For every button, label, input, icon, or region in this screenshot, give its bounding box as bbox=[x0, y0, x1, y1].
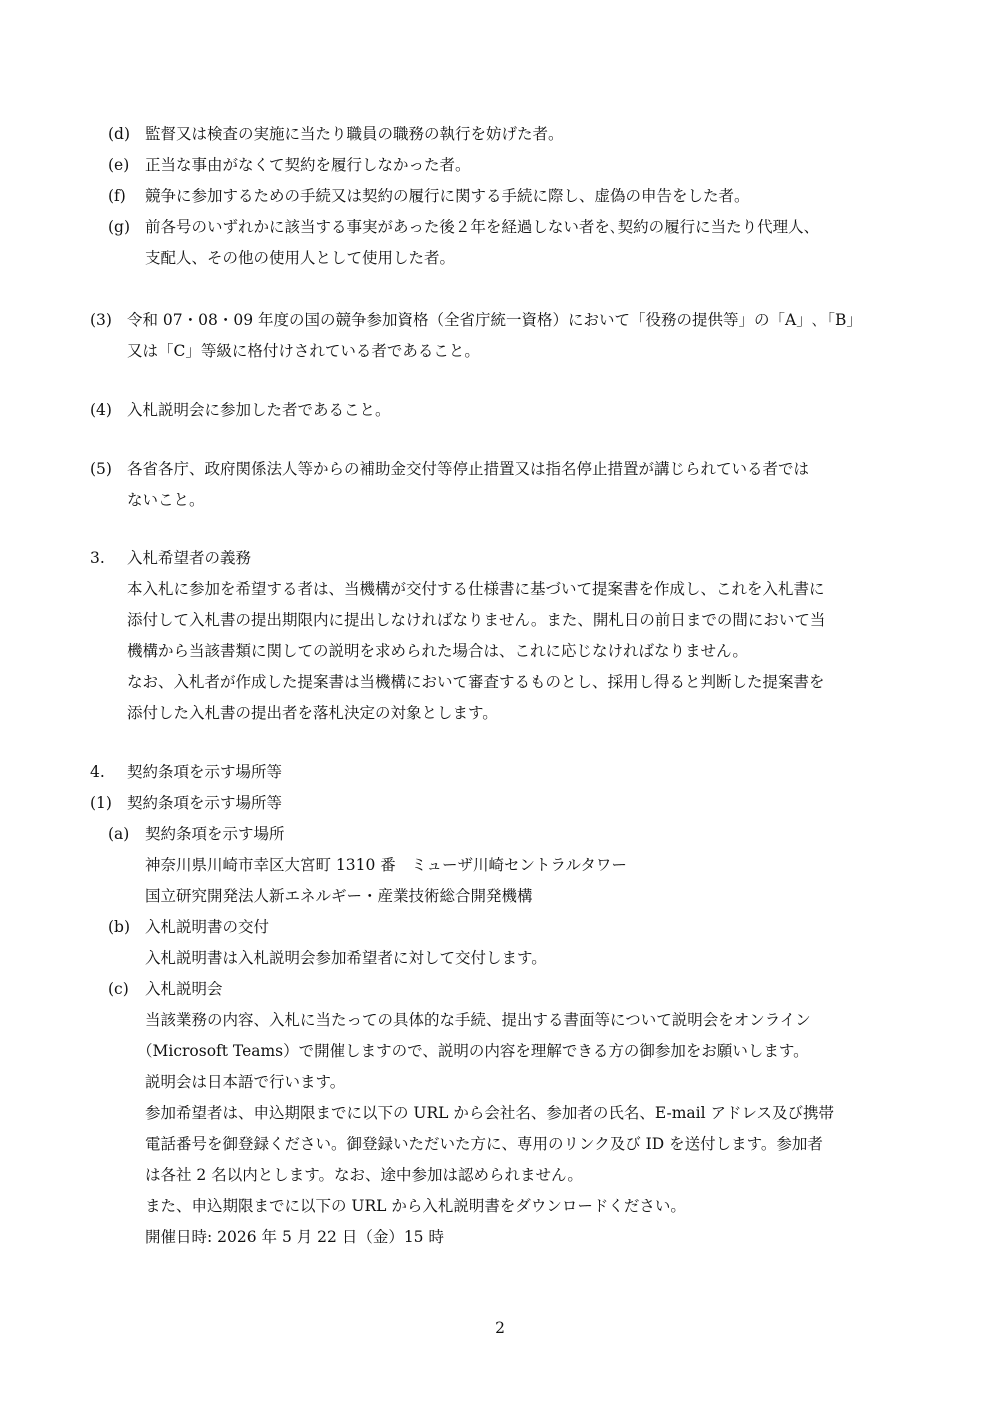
section-4-1-heading: 契約条項を示す場所等 bbox=[127, 794, 283, 812]
item-5-line1: 各省各庁、政府関係法人等からの補助金交付等停止措置又は指名停止措置が講じられている者では bbox=[127, 460, 810, 478]
item-5-label: (5) bbox=[90, 460, 112, 478]
item-e-text: 正当な事由がなくて契約を履行しなかった者。 bbox=[145, 156, 471, 174]
section-3-line: 添付した入札書の提出者を落札決定の対象とします。 bbox=[127, 704, 498, 722]
section-3-line: 本入札に参加を希望する者は、当機構が交付する仕様書に基づいて提案書を作成し、これを入札書に bbox=[127, 580, 825, 598]
item-f-text: 競争に参加するための手続又は契約の履行に関する手続に際し、虚偽の申告をした者。 bbox=[145, 187, 750, 205]
section-3-heading: 入札希望者の義務 bbox=[127, 549, 252, 567]
item-g-line2: 支配人、その他の使用人として使用した者。 bbox=[145, 249, 456, 267]
section-4-1-label: (1) bbox=[90, 794, 112, 812]
item-4c-line: は各社 2 名以内とします。なお、途中参加は認められません。 bbox=[145, 1166, 583, 1184]
section-3-line: なお、入札者が作成した提案書は当機構において審査するものとし、採用し得ると判断した提案書を bbox=[127, 673, 825, 691]
section-3-label: 3. bbox=[90, 549, 105, 567]
item-4a-org: 国立研究開発法人新エネルギー・産業技術総合開発機構 bbox=[145, 887, 533, 905]
item-4a-label: (a) bbox=[108, 825, 130, 843]
item-4c-line: 当該業務の内容、入札に当たっての具体的な手続、提出する書面等について説明会をオンライン bbox=[145, 1011, 811, 1029]
item-4c-line: （Microsoft Teams）で開催しますので、説明の内容を理解できる方の御参加をお願いします。 bbox=[137, 1042, 809, 1060]
item-3-line2: 又は「C」等級に格付けされている者であること。 bbox=[127, 342, 480, 360]
item-g-line1: 前各号のいずれかに該当する事実があった後２年を経過しない者を､契約の履行に当たり代理人、 bbox=[145, 218, 820, 236]
item-4c-datetime: 開催日時: 2026 年 5 月 22 日（金）15 時 bbox=[145, 1228, 444, 1246]
item-g-label: (g) bbox=[108, 218, 131, 236]
item-3-line1: 令和 07・08・09 年度の国の競争参加資格（全省庁統一資格）において「役務の提供等」の「A」､「B」 bbox=[127, 311, 862, 329]
item-5-line2: ないこと。 bbox=[127, 491, 205, 509]
item-4c-heading: 入札説明会 bbox=[145, 980, 223, 998]
item-4b-label: (b) bbox=[108, 918, 131, 936]
item-4b-text: 入札説明書は入札説明会参加希望者に対して交付します。 bbox=[145, 949, 547, 967]
item-4b-heading: 入札説明書の交付 bbox=[145, 918, 270, 936]
item-3-label: (3) bbox=[90, 311, 112, 329]
item-d-text: 監督又は検査の実施に当たり職員の職務の執行を妨げた者。 bbox=[145, 125, 564, 143]
item-f-label: (f) bbox=[108, 187, 126, 205]
page-number: 2 bbox=[495, 1319, 505, 1337]
item-4-text: 入札説明会に参加した者であること。 bbox=[127, 401, 391, 419]
item-4c-line: 説明会は日本語で行います。 bbox=[145, 1073, 346, 1091]
item-4a-heading: 契約条項を示す場所 bbox=[145, 825, 285, 843]
item-4-label: (4) bbox=[90, 401, 112, 419]
item-4a-address: 神奈川県川崎市幸区大宮町 1310 番 ミューザ川崎セントラルタワー bbox=[145, 856, 627, 874]
item-4c-label: (c) bbox=[108, 980, 129, 998]
section-3-line: 機構から当該書類に関しての説明を求められた場合は、これに応じなければなりません。 bbox=[127, 642, 748, 660]
section-4-label: 4. bbox=[90, 763, 105, 781]
item-4c-line: 電話番号を御登録ください。御登録いただいた方に、専用のリンク及び ID を送付します。参加者 bbox=[145, 1135, 823, 1153]
item-4c-line: 参加希望者は、申込期限までに以下の URL から会社名、参加者の氏名、E-mail アドレス及び携帯 bbox=[145, 1104, 835, 1122]
item-4c-line: また、申込期限までに以下の URL から入札説明書をダウンロードください。 bbox=[145, 1197, 686, 1215]
section-4-heading: 契約条項を示す場所等 bbox=[127, 763, 283, 781]
item-d-label: (d) bbox=[108, 125, 131, 143]
section-3-line: 添付して入札書の提出期限内に提出しなければなりません。また、開札日の前日までの間において当 bbox=[127, 611, 826, 629]
item-e-label: (e) bbox=[108, 156, 130, 174]
